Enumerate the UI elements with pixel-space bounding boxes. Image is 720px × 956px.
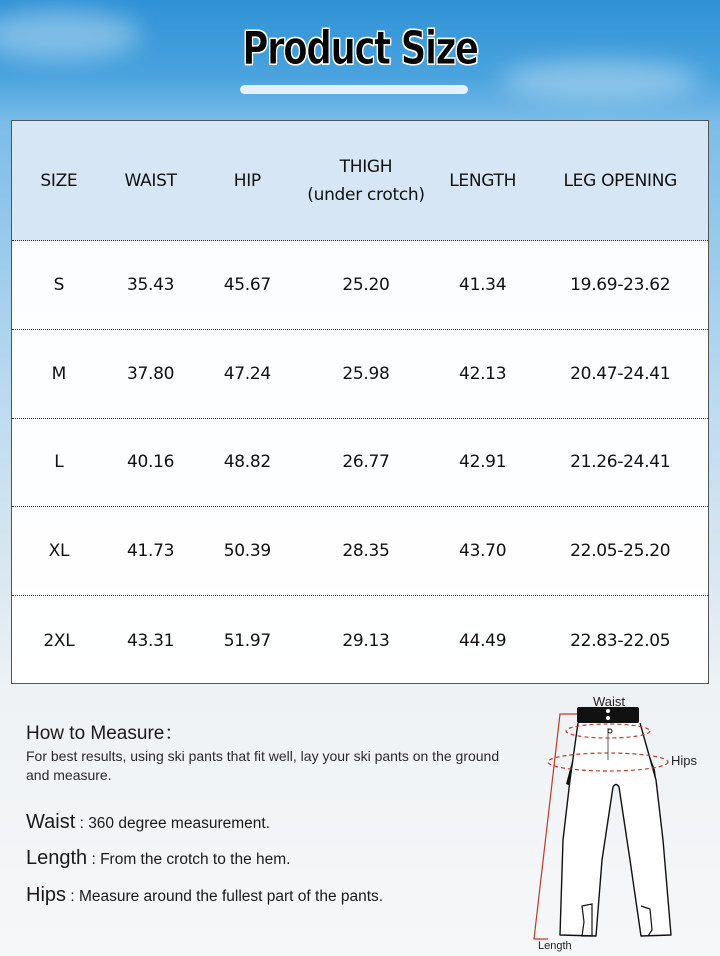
definition-text: Measure around the fullest part of the pants. [78,888,384,905]
cell-hip: 47.24 [223,363,271,384]
column-header-hip: HIP [233,170,261,191]
cell-leg-opening: 22.83-22.05 [570,630,671,651]
definition-separator: : [75,815,89,832]
cell-thigh: 29.13 [342,630,390,651]
page-title: Product Size [242,21,478,75]
table-header-row [12,121,708,241]
definition-hips [26,884,383,907]
column-header-length: LENGTH [449,170,517,191]
diagram-label-length: Length [538,940,572,952]
cell-length: 43.70 [459,541,507,562]
cell-waist: 35.43 [127,274,175,295]
cell-hip: 51.97 [223,630,271,651]
cell-waist: 40.16 [127,452,175,473]
column-header-thigh-label: THIGH [339,156,393,177]
cell-length: 42.13 [459,363,507,384]
how-to-measure-heading: How to Measure： [26,723,184,744]
table-row [12,241,708,330]
cell-thigh: 25.98 [342,363,390,384]
definition-term: Hips [26,884,67,906]
cell-leg-opening: 19.69-23.62 [570,274,671,295]
column-header-thigh [299,153,433,209]
cell-size: M [51,363,67,384]
how-to-measure-section [26,722,506,785]
cell-thigh: 25.20 [342,274,390,295]
cell-length: 41.34 [459,274,507,295]
pants-measurement-diagram [520,690,720,956]
column-header-thigh-sublabel: (under crotch) [307,184,425,205]
cell-hip: 50.39 [223,541,271,562]
definition-term: Waist [26,811,76,833]
diagram-label-hips: Hips [671,753,698,768]
size-chart-table [11,120,709,684]
cell-thigh: 26.77 [342,452,390,473]
title-underline-divider [240,85,468,94]
cell-length: 42.91 [459,452,507,473]
column-header-size: SIZE [40,170,78,191]
cell-leg-opening: 22.05-25.20 [570,541,671,562]
table-row [12,330,708,419]
diagram-label-waist: Waist [593,694,626,709]
cell-thigh: 28.35 [342,541,390,562]
definition-separator: : [66,888,79,905]
cell-waist: 41.73 [127,541,175,562]
definition-separator: : [87,851,101,868]
definition-text: From the crotch to the hem. [100,851,291,868]
pants-outline-icon [520,690,720,956]
definition-waist [26,811,270,834]
definition-text: 360 degree measurement. [88,815,270,832]
cell-hip: 45.67 [223,274,271,295]
cell-size: L [54,452,64,473]
cell-size: XL [48,541,70,562]
how-to-measure-description: For best results, using ski pants that fit well, lay your ski pants on the ground and measure. [26,748,500,783]
column-header-leg-opening: LEG OPENING [563,170,677,191]
cell-size: S [53,274,65,295]
table-row [12,507,708,596]
cell-leg-opening: 20.47-24.41 [570,363,671,384]
table-row [12,596,708,685]
cell-size: 2XL [43,630,75,651]
cell-length: 44.49 [459,630,507,651]
cell-waist: 43.31 [127,630,175,651]
column-header-waist: WAIST [124,170,177,191]
cell-hip: 48.82 [223,452,271,473]
definition-length [26,847,290,870]
cell-waist: 37.80 [127,363,175,384]
table-row [12,419,708,508]
cell-leg-opening: 21.26-24.41 [570,452,671,473]
definition-term: Length [26,847,88,869]
